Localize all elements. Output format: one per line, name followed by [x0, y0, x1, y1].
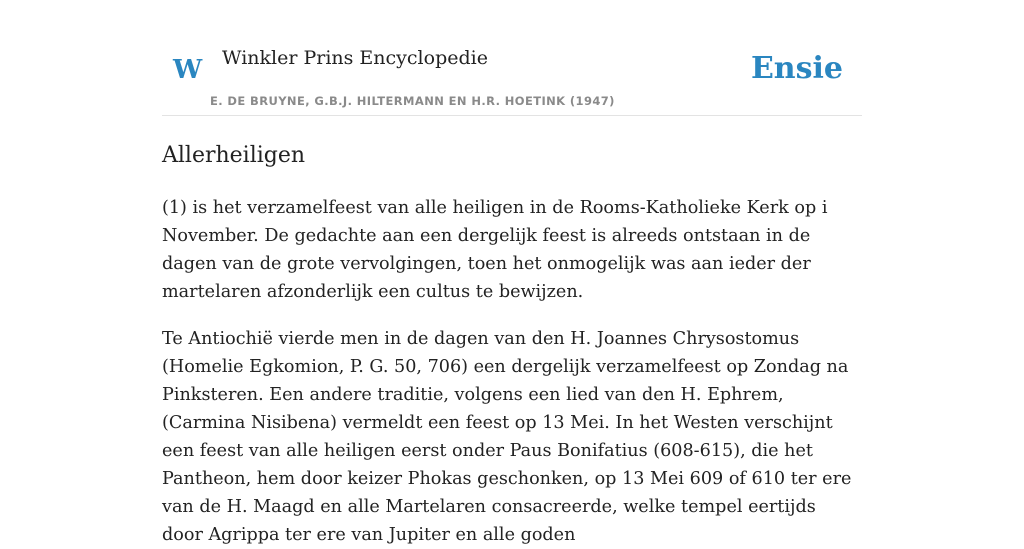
article-title: Allerheiligen [162, 143, 306, 168]
article-page [162, 0, 862, 545]
publication-title[interactable]: Winkler Prins Encyclopedie [222, 47, 488, 69]
site-header [162, 0, 862, 116]
article-paragraph: (1) is het verzamelfeest van alle heiligen in de Rooms-Katholieke Kerk op i November. De gedachte aan een dergelijk feest is alreeds ontstaan in de dagen van de grote vervolgingen, toen het onmogelijk was aan ieder der martelaren afzonderlijk een cultus te bewijzen. [162, 198, 828, 302]
article-paragraph: Te Antiochië vierde men in de dagen van den H. Joannes Chrysostomus (Homelie Egkomion, P. G. 50, 706) een dergelijk verzamelfeest op Zondag na Pinksteren. Een andere traditie, volgens een lied van den H. Ephrem, (Carmina Nisibena) vermeldt een feest op 13 Mei. In het Westen verschijnt een feest van alle heiligen eerst onder Paus Bonifatius (608-615), die het Pantheon, hem door keizer Phokas geschonken, op 13 Mei 609 of 610 ter ere van de H. Maagd en alle Martelaren consacreerde, welke tempel eertijds door Agrippa ter ere van Jupiter en alle goden [162, 329, 852, 545]
publication-logo[interactable]: W [173, 55, 203, 85]
ensie-logo[interactable]: Ensie [750, 51, 843, 86]
publication-authors: E. DE BRUYNE, G.B.J. HILTERMANN EN H.R. HOETINK (1947) [210, 94, 615, 108]
